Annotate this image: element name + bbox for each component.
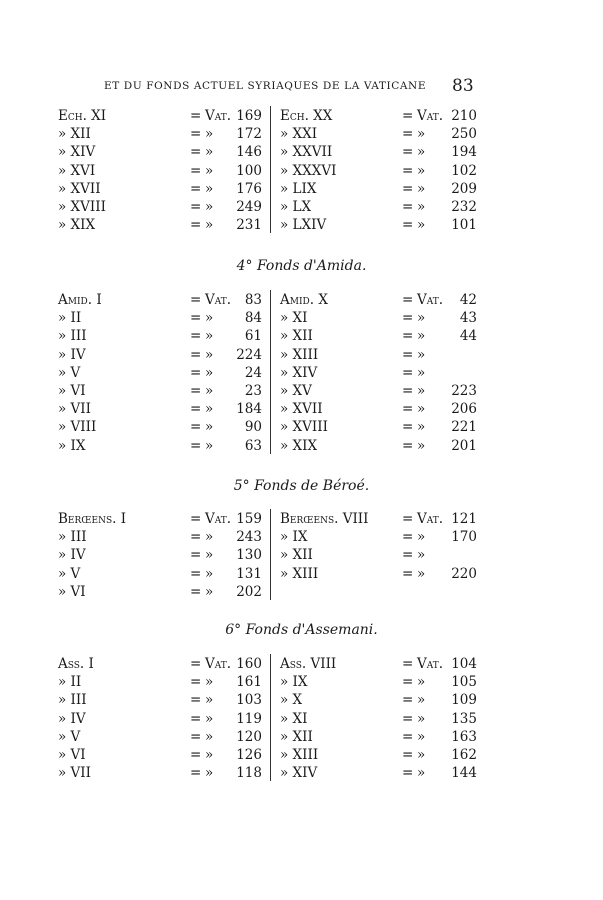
right-vat-number: 170 xyxy=(451,529,477,546)
left-vat: » xyxy=(205,419,214,436)
left-equals: = xyxy=(190,217,202,234)
right-manuscript: » XIX xyxy=(280,437,318,454)
right-manuscript: Ass. VIII xyxy=(280,656,337,672)
left-vat-number: 159 xyxy=(236,511,262,527)
left-manuscript: » III xyxy=(58,328,87,345)
left-manuscript: » XII xyxy=(58,126,91,143)
right-manuscript: » XIII xyxy=(280,565,319,582)
left-vat: Vat. xyxy=(205,656,232,672)
right-vat-number: 250 xyxy=(451,126,477,143)
left-vat: » xyxy=(205,728,214,745)
left-vat-number: 83 xyxy=(244,292,262,308)
table-row xyxy=(0,566,603,584)
left-equals: = xyxy=(190,108,202,124)
left-manuscript: » IX xyxy=(58,437,86,454)
right-equals: = xyxy=(402,346,414,363)
left-equals: = xyxy=(190,511,202,527)
right-vat: » xyxy=(417,383,426,399)
left-vat: » xyxy=(205,383,214,399)
right-vat-number: 206 xyxy=(451,401,477,418)
left-manuscript: » VIII xyxy=(58,419,97,436)
right-equals: = xyxy=(402,180,414,197)
left-equals: = xyxy=(190,292,202,308)
left-manuscript: » II xyxy=(58,310,82,327)
right-manuscript: » XII xyxy=(280,547,313,564)
left-manuscript: » VI xyxy=(58,747,86,763)
left-equals: = xyxy=(190,437,202,454)
left-vat: » xyxy=(205,692,214,709)
right-equals: = xyxy=(402,765,414,782)
running-head-title: ET DU FONDS ACTUEL SYRIAQUES DE LA VATICANE xyxy=(104,80,427,92)
left-manuscript: » VI xyxy=(58,383,86,399)
left-vat: » xyxy=(205,565,214,582)
column-divider xyxy=(270,106,271,233)
left-vat-number: 231 xyxy=(236,217,262,234)
right-vat: » xyxy=(417,180,426,197)
right-equals: = xyxy=(402,126,414,143)
left-vat-number: 84 xyxy=(244,310,262,327)
right-vat-number: 135 xyxy=(451,710,477,727)
left-manuscript: » IV xyxy=(58,710,86,727)
table-row xyxy=(0,217,603,235)
table-row xyxy=(0,711,603,729)
table-row xyxy=(0,292,603,310)
left-vat-number: 249 xyxy=(236,199,262,215)
right-equals: = xyxy=(402,511,414,527)
left-equals: = xyxy=(190,747,202,763)
left-vat: » xyxy=(205,126,214,143)
table-row xyxy=(0,529,603,547)
right-vat: » xyxy=(417,728,426,745)
left-manuscript: » V xyxy=(58,565,81,582)
left-vat: » xyxy=(205,674,214,691)
left-equals: = xyxy=(190,419,202,436)
right-equals: = xyxy=(402,383,414,399)
right-vat: » xyxy=(417,437,426,454)
right-manuscript: » XI xyxy=(280,310,308,327)
table-row xyxy=(0,547,603,565)
section-heading: 5° Fonds de Béroé. xyxy=(233,478,370,494)
right-vat: » xyxy=(417,401,426,418)
left-manuscript: » V xyxy=(58,364,81,381)
left-vat-number: 103 xyxy=(236,692,262,709)
left-vat-number: 63 xyxy=(244,437,262,454)
right-equals: = xyxy=(402,401,414,418)
left-vat-number: 120 xyxy=(236,728,262,745)
right-equals: = xyxy=(402,292,414,308)
table-row xyxy=(0,347,603,365)
right-vat-number: 102 xyxy=(451,162,477,179)
table-row xyxy=(0,199,603,217)
right-manuscript: » IX xyxy=(280,529,308,546)
right-vat-number: 220 xyxy=(451,565,477,582)
right-equals: = xyxy=(402,162,414,179)
table-row xyxy=(0,328,603,346)
right-vat: » xyxy=(417,419,426,436)
right-vat: » xyxy=(417,765,426,782)
right-manuscript: Ech. XX xyxy=(280,108,333,124)
right-equals: = xyxy=(402,728,414,745)
left-vat-number: 172 xyxy=(236,126,262,143)
right-vat: » xyxy=(417,144,426,161)
left-vat-number: 23 xyxy=(244,383,262,399)
table-row xyxy=(0,401,603,419)
left-manuscript: Amid. I xyxy=(58,292,102,308)
right-manuscript: » XXVII xyxy=(280,144,333,161)
left-vat: » xyxy=(205,710,214,727)
right-vat-number: 210 xyxy=(451,108,477,124)
left-vat: » xyxy=(205,162,214,179)
right-vat: » xyxy=(417,199,426,215)
right-vat: » xyxy=(417,126,426,143)
left-equals: = xyxy=(190,401,202,418)
right-manuscript: » XVIII xyxy=(280,419,328,436)
left-equals: = xyxy=(190,346,202,363)
right-vat-number: 163 xyxy=(451,728,477,745)
left-vat-number: 169 xyxy=(236,108,262,124)
column-divider xyxy=(270,509,271,600)
left-vat: » xyxy=(205,547,214,564)
right-equals: = xyxy=(402,310,414,327)
right-equals: = xyxy=(402,199,414,215)
left-vat-number: 243 xyxy=(236,529,262,546)
left-vat-number: 100 xyxy=(236,162,262,179)
left-vat-number: 130 xyxy=(236,547,262,564)
right-equals: = xyxy=(402,565,414,582)
right-equals: = xyxy=(402,419,414,436)
left-equals: = xyxy=(190,765,202,782)
table-row xyxy=(0,419,603,437)
right-vat: » xyxy=(417,364,426,381)
right-equals: = xyxy=(402,217,414,234)
left-manuscript: » XIV xyxy=(58,144,96,161)
left-vat-number: 224 xyxy=(236,346,262,363)
right-vat-number: 232 xyxy=(451,199,477,215)
right-manuscript: » IX xyxy=(280,674,308,691)
left-equals: = xyxy=(190,383,202,399)
left-vat: » xyxy=(205,199,214,215)
table-row xyxy=(0,584,603,602)
right-vat-number: 43 xyxy=(459,310,477,327)
right-vat-number: 101 xyxy=(451,217,477,234)
left-vat: » xyxy=(205,217,214,234)
right-equals: = xyxy=(402,656,414,672)
left-vat-number: 126 xyxy=(236,747,262,763)
table-row xyxy=(0,729,603,747)
left-manuscript: » VI xyxy=(58,583,86,600)
right-vat-number: 42 xyxy=(459,292,477,308)
left-equals: = xyxy=(190,364,202,381)
right-vat: » xyxy=(417,162,426,179)
table-row xyxy=(0,511,603,529)
table-row xyxy=(0,674,603,692)
left-vat: Vat. xyxy=(205,108,232,124)
right-manuscript: » LIX xyxy=(280,180,317,197)
right-vat-number: 201 xyxy=(451,437,477,454)
left-vat-number: 146 xyxy=(236,144,262,161)
table-row xyxy=(0,310,603,328)
left-manuscript: » VII xyxy=(58,765,91,782)
left-vat: Vat. xyxy=(205,292,232,308)
left-vat-number: 202 xyxy=(236,583,262,600)
left-manuscript: » IV xyxy=(58,547,86,564)
left-manuscript: » III xyxy=(58,692,87,709)
left-equals: = xyxy=(190,656,202,672)
right-manuscript: » XV xyxy=(280,383,312,399)
left-equals: = xyxy=(190,162,202,179)
right-vat-number: 109 xyxy=(451,692,477,709)
left-manuscript: » II xyxy=(58,674,82,691)
right-equals: = xyxy=(402,529,414,546)
right-vat: » xyxy=(417,747,426,763)
left-vat-number: 61 xyxy=(244,328,262,345)
left-vat: » xyxy=(205,401,214,418)
left-vat-number: 160 xyxy=(236,656,262,672)
right-manuscript: Berœens. VIII xyxy=(280,511,369,527)
left-vat: » xyxy=(205,583,214,600)
right-manuscript: » XIII xyxy=(280,346,319,363)
right-manuscript: » LX xyxy=(280,199,312,215)
left-equals: = xyxy=(190,328,202,345)
right-equals: = xyxy=(402,364,414,381)
table-row xyxy=(0,747,603,765)
left-vat-number: 184 xyxy=(236,401,262,418)
left-vat: » xyxy=(205,144,214,161)
right-vat-number: 209 xyxy=(451,180,477,197)
right-equals: = xyxy=(402,674,414,691)
right-vat: Vat. xyxy=(417,292,444,308)
right-vat-number: 162 xyxy=(451,747,477,763)
left-manuscript: » XVI xyxy=(58,162,96,179)
left-manuscript: Ech. XI xyxy=(58,108,107,124)
right-vat: Vat. xyxy=(417,656,444,672)
table-row xyxy=(0,365,603,383)
right-vat-number: 121 xyxy=(451,511,477,527)
left-manuscript: » VII xyxy=(58,401,91,418)
right-vat-number: 221 xyxy=(451,419,477,436)
left-equals: = xyxy=(190,674,202,691)
table-row xyxy=(0,656,603,674)
right-manuscript: » XI xyxy=(280,710,308,727)
section-heading: 4° Fonds d'Amida. xyxy=(236,258,367,274)
right-equals: = xyxy=(402,710,414,727)
table-row xyxy=(0,144,603,162)
column-divider xyxy=(270,654,271,781)
right-equals: = xyxy=(402,692,414,709)
column-divider xyxy=(270,290,271,454)
section-heading: 6° Fonds d'Assemani. xyxy=(225,622,378,638)
right-vat: » xyxy=(417,328,426,345)
right-vat: » xyxy=(417,217,426,234)
left-vat-number: 176 xyxy=(236,180,262,197)
left-equals: = xyxy=(190,199,202,215)
table-row xyxy=(0,108,603,126)
left-manuscript: » V xyxy=(58,728,81,745)
left-manuscript: » XIX xyxy=(58,217,96,234)
left-vat: Vat. xyxy=(205,511,232,527)
right-equals: = xyxy=(402,547,414,564)
right-vat: » xyxy=(417,565,426,582)
right-equals: = xyxy=(402,747,414,763)
right-manuscript: » XXI xyxy=(280,126,318,143)
left-vat: » xyxy=(205,310,214,327)
left-equals: = xyxy=(190,529,202,546)
left-equals: = xyxy=(190,692,202,709)
right-vat: » xyxy=(417,692,426,709)
right-manuscript: » XII xyxy=(280,728,313,745)
page-number: 83 xyxy=(452,76,474,96)
right-manuscript: » XIV xyxy=(280,364,318,381)
right-manuscript: » XIV xyxy=(280,765,318,782)
right-vat: » xyxy=(417,310,426,327)
right-manuscript: » XXXVI xyxy=(280,162,337,179)
right-vat-number: 44 xyxy=(459,328,477,345)
left-vat: » xyxy=(205,180,214,197)
left-vat-number: 119 xyxy=(236,710,262,727)
right-vat-number: 223 xyxy=(451,383,477,399)
left-vat-number: 90 xyxy=(244,419,262,436)
right-equals: = xyxy=(402,108,414,124)
left-vat: » xyxy=(205,529,214,546)
table-row xyxy=(0,163,603,181)
left-vat: » xyxy=(205,328,214,345)
left-vat-number: 161 xyxy=(236,674,262,691)
right-manuscript: » X xyxy=(280,692,303,709)
left-equals: = xyxy=(190,710,202,727)
right-vat: Vat. xyxy=(417,108,444,124)
left-vat: » xyxy=(205,765,214,782)
table-row xyxy=(0,692,603,710)
right-manuscript: » XVII xyxy=(280,401,323,418)
right-vat-number: 194 xyxy=(451,144,477,161)
right-manuscript: Amid. X xyxy=(280,292,328,308)
right-equals: = xyxy=(402,328,414,345)
table-row xyxy=(0,765,603,783)
left-vat: » xyxy=(205,346,214,363)
left-manuscript: Berœens. I xyxy=(58,511,127,527)
left-equals: = xyxy=(190,310,202,327)
left-vat: » xyxy=(205,747,214,763)
right-vat-number: 105 xyxy=(451,674,477,691)
right-manuscript: » XII xyxy=(280,328,313,345)
left-manuscript: » XVII xyxy=(58,180,101,197)
left-manuscript: » IV xyxy=(58,346,86,363)
left-equals: = xyxy=(190,583,202,600)
right-equals: = xyxy=(402,437,414,454)
left-equals: = xyxy=(190,144,202,161)
right-vat: » xyxy=(417,346,426,363)
left-equals: = xyxy=(190,728,202,745)
left-vat: » xyxy=(205,437,214,454)
right-vat-number: 104 xyxy=(451,656,477,672)
left-equals: = xyxy=(190,126,202,143)
left-manuscript: » III xyxy=(58,529,87,546)
right-vat: » xyxy=(417,529,426,546)
left-vat-number: 131 xyxy=(236,565,262,582)
left-equals: = xyxy=(190,565,202,582)
right-vat-number: 144 xyxy=(451,765,477,782)
right-vat: » xyxy=(417,710,426,727)
left-vat-number: 24 xyxy=(244,364,262,381)
left-manuscript: Ass. I xyxy=(58,656,94,672)
table-row xyxy=(0,383,603,401)
table-row xyxy=(0,181,603,199)
left-manuscript: » XVIII xyxy=(58,199,106,215)
right-vat: » xyxy=(417,674,426,691)
table-row xyxy=(0,126,603,144)
right-equals: = xyxy=(402,144,414,161)
left-equals: = xyxy=(190,547,202,564)
left-vat: » xyxy=(205,364,214,381)
table-row xyxy=(0,438,603,456)
right-manuscript: » XIII xyxy=(280,747,319,763)
left-vat-number: 118 xyxy=(236,765,262,782)
running-head xyxy=(0,76,603,98)
right-vat: Vat. xyxy=(417,511,444,527)
right-manuscript: » LXIV xyxy=(280,217,327,234)
left-equals: = xyxy=(190,180,202,197)
right-vat: » xyxy=(417,547,426,564)
